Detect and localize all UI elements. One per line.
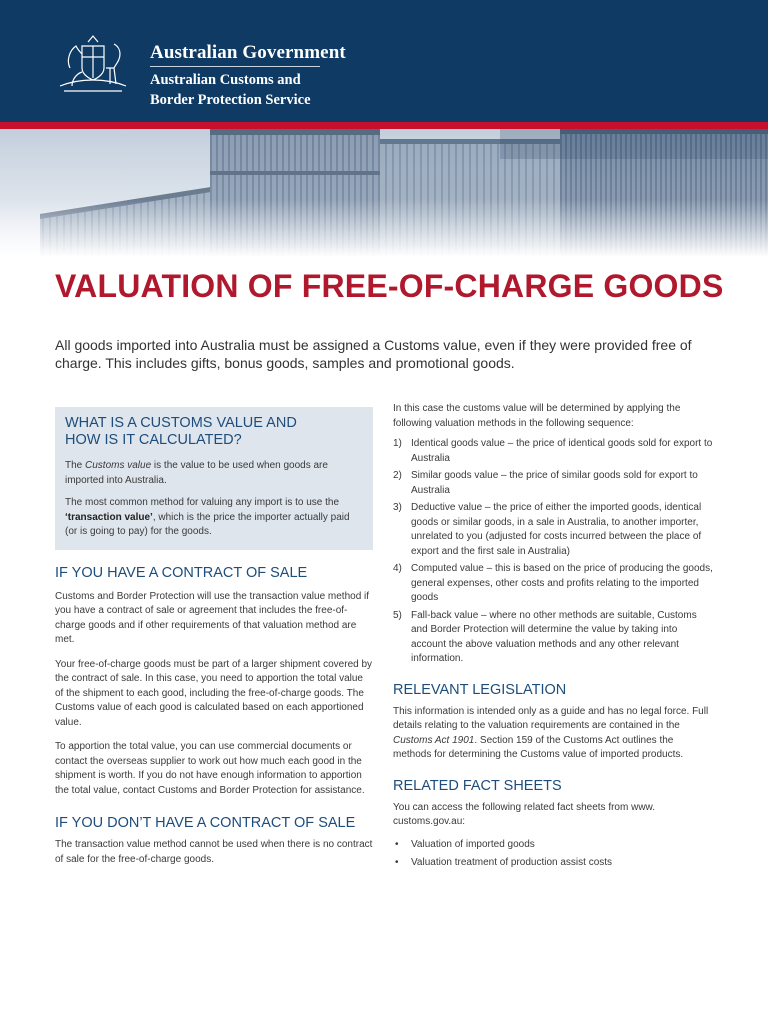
list-item-number: 1) bbox=[393, 438, 402, 449]
list-item-text: Deductive value – the price of either the imported goods, identical goods or similar goods, in a sale in Australia, to another importer, unrelated to you (adjusted for costs incurred between the place of export and the first sale in Australia) bbox=[411, 502, 702, 557]
no-contract-paragraph: The transaction value method cannot be used when there is no contract of sale for the free-of-charge goods. bbox=[55, 839, 373, 865]
callout-heading-line1: WHAT IS A CUSTOMS VALUE AND bbox=[65, 415, 297, 431]
list-item-text: Valuation treatment of production assist costs bbox=[411, 857, 613, 868]
legislation-p-post: . Section 159 of the Customs Act outlines the methods for determining the Customs value of imported products. bbox=[393, 734, 684, 760]
callout-p1-pre: The bbox=[65, 460, 86, 471]
bullet-icon: • bbox=[395, 838, 399, 850]
left-column bbox=[55, 407, 373, 875]
coat-of-arms-icon bbox=[52, 28, 140, 98]
list-item bbox=[393, 562, 713, 606]
header-banner bbox=[0, 0, 768, 122]
customs-value-callout bbox=[55, 407, 373, 550]
legislation-heading: RELEVANT LEGISLATION bbox=[393, 681, 567, 698]
intro-paragraph: All goods imported into Australia must be assigned a Customs value, even if they were provided free of charge. This includes gifts, bonus goods, samples and promotional goods. bbox=[55, 337, 692, 371]
callout-heading-line2: HOW IS IT CALCULATED? bbox=[65, 432, 242, 448]
bullet-icon: • bbox=[395, 857, 399, 868]
header-divider bbox=[150, 66, 320, 67]
legislation-act-name: Customs Act 1901 bbox=[393, 734, 475, 746]
related-intro: You can access the following related fact sheets from www. customs.gov.au: bbox=[393, 801, 655, 827]
list-item bbox=[393, 501, 713, 559]
callout-p2-strong: ‘transaction value’ bbox=[65, 511, 153, 523]
list-item-number: 4) bbox=[393, 563, 402, 574]
legislation-p-pre: This information is intended only as a guide and has no legal force. Full details relating to the valuation requirements are contained in the bbox=[393, 705, 709, 731]
department-name-line1: Australian Customs and bbox=[150, 72, 301, 88]
list-item-number: 2) bbox=[393, 470, 402, 481]
list-item bbox=[393, 856, 713, 871]
department-name bbox=[150, 70, 311, 110]
methods-intro: In this case the customs value will be determined by applying the following valuation methods in the following sequence: bbox=[393, 403, 681, 429]
list-item-text: Valuation of imported goods bbox=[411, 838, 535, 850]
list-item bbox=[393, 437, 713, 466]
list-item-text: Similar goods value – the price of similar goods sold for export to Australia bbox=[411, 470, 698, 496]
valuation-methods-list bbox=[393, 437, 713, 667]
callout-paragraph-2 bbox=[65, 496, 363, 540]
list-item-number: 5) bbox=[393, 609, 402, 621]
legislation-paragraph bbox=[393, 705, 713, 763]
shipping-containers-image bbox=[0, 129, 768, 257]
contract-paragraph-3: To apportion the total value, you can use commercial documents or contact the overseas supplier to work out how much each good in the shipment is worth. If you do not have enough information to apportion the total value, contact Customs and Border Protection for assistance. bbox=[55, 741, 365, 796]
contract-heading: IF YOU HAVE A CONTRACT OF SALE bbox=[55, 564, 308, 581]
callout-p2-post: , which is the price the importer actually paid (or is going to pay) for the goods. bbox=[65, 511, 350, 537]
list-item bbox=[393, 609, 713, 667]
callout-p1-post: is the value to be used when goods are imported into Australia. bbox=[65, 460, 328, 486]
list-item-text: Fall-back value – where no other methods are suitable, Customs and Border Protection will determine the value by taking into account the above valuation methods and any other relevant information. bbox=[411, 609, 697, 664]
right-column bbox=[393, 402, 713, 875]
list-item bbox=[393, 838, 713, 853]
no-contract-heading: IF YOU DON’T HAVE A CONTRACT OF SALE bbox=[55, 815, 356, 831]
page-title: VALUATION OF FREE-OF-CHARGE GOODS bbox=[55, 268, 724, 304]
red-divider bbox=[0, 122, 768, 129]
government-name: Australian Government bbox=[150, 42, 346, 63]
callout-p2-pre: The most common method for valuing any import is to use the bbox=[65, 497, 340, 508]
list-item-number: 3) bbox=[393, 502, 402, 513]
list-item-text: Identical goods value – the price of identical goods sold for export to Australia bbox=[411, 438, 713, 464]
callout-heading bbox=[65, 415, 363, 449]
callout-p1-em: Customs value bbox=[85, 460, 152, 471]
related-fact-sheets-list bbox=[393, 838, 713, 871]
contract-paragraph-2: Your free-of-charge goods must be part of a larger shipment covered by the contract of sale. In this case, you need to apportion the total value of the shipment to each good, including the free-of-charge goods. The Customs value of each good is calculated based on each apportioned value. bbox=[55, 658, 373, 728]
related-heading: RELATED FACT SHEETS bbox=[393, 777, 562, 794]
callout-paragraph-1 bbox=[65, 459, 363, 488]
list-item-text: Computed value – this is based on the price of producing the goods, general expenses, other costs and profits relating to the imported goods bbox=[411, 563, 713, 603]
list-item bbox=[393, 469, 713, 498]
department-name-line2: Border Protection Service bbox=[150, 92, 311, 108]
contract-paragraph-1: Customs and Border Protection will use the transaction value method if you have a contract of sale or agreement that includes the free-of-charge goods and if other requirements of that valuation method are met. bbox=[55, 590, 370, 645]
